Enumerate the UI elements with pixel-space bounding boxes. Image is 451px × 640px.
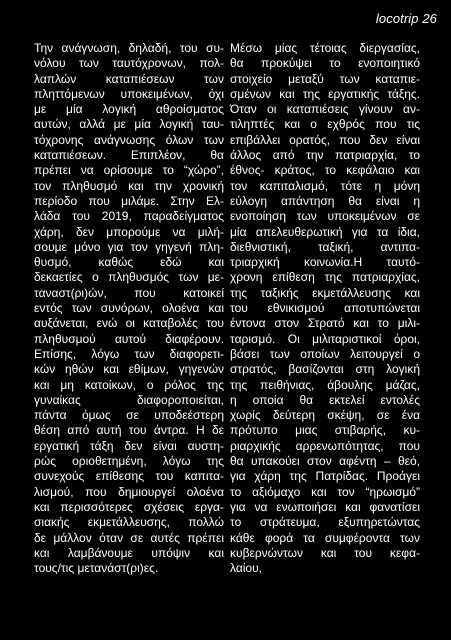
text-line: τριαρχική κοινωνία.Η ταυτό- — [230, 255, 420, 270]
text-line: εργατική τάξη δεν είναι αυστη- — [34, 438, 224, 453]
text-line: έντονα στον Στρατό και το μιλι- — [230, 316, 420, 331]
text-line: τόχρονης ανάγνωσης όλων των — [34, 132, 224, 147]
text-line: λαίου, — [230, 561, 262, 576]
text-line: τον καπιταλισμό, τότε η μόνη — [230, 178, 420, 193]
text-line: χωρίς δεύτερη σκέψη, σε ένα — [230, 408, 420, 423]
text-line: λαπλών καταπιέσεων των — [34, 71, 224, 86]
text-line: κυβερνώντων και του κεφα- — [230, 545, 420, 560]
text-line: διεθνιστική, ταξική, αντιπα- — [230, 239, 420, 254]
text-line: συνεχούς επίθεσης του καπιτα- — [34, 469, 224, 484]
text-line: θέση από αυτή του άντρα. Η δε — [34, 423, 224, 438]
text-line: καταπιέσεων. Επιπλέον, θα — [34, 148, 224, 163]
text-line: Την ανάγνωση, δηλαδή, του συ- — [34, 41, 224, 55]
text-line: περίοδο που μιλάμε. Στην Ελ- — [34, 193, 224, 208]
text-line: ριαρχικής αρρενωπότητας, που — [230, 438, 420, 453]
text-line: και λαμβάνουμε υπόψιν και — [34, 545, 224, 560]
text-line: τον πληθυσμό και την χρονική — [34, 178, 224, 193]
text-line: ταρισμό. Οι μιλιταριστικοί όροι, — [230, 331, 420, 346]
text-line: Επίσης, λόγω των διαφορετι- — [34, 346, 224, 361]
text-line: γυναίκας διαφοροποιείται, — [34, 392, 224, 407]
text-line: τιληπτές και ο εχθρός που τις — [230, 117, 420, 132]
text-line: άλλος από την πατριαρχία, το — [230, 148, 420, 163]
text-line: έθνος- κράτος, το κεφάλαιο και — [230, 163, 420, 178]
text-line: ταναστ(ρι)ών, που κατοικεί — [34, 285, 224, 300]
text-line: της ταξικής εκμετάλλευσης και — [230, 285, 420, 300]
text-line: δε μάλλον όταν σε αυτές πρέπει — [34, 530, 224, 545]
text-line: πληττόμενων υποκειμένων, όχι — [34, 86, 224, 101]
text-line: εντός των συνόρων, ολοένα και — [34, 301, 224, 316]
text-line: θυσμό, καθώς εδώ και — [34, 255, 224, 270]
text-line: χάρη, δεν μπορούμε να μιλή- — [34, 224, 224, 239]
text-line: ενοποίηση των υποκειμένων σε — [230, 209, 420, 224]
text-line: η οποία θα εκτελεί εντολές — [230, 392, 420, 407]
text-line: κάθε φορά τα συμφέροντα των — [230, 530, 420, 545]
text-line: και περισσότερες σχέσεις εργα- — [34, 499, 224, 514]
text-line: σουμε μόνο για τον γηγενή πλη- — [34, 239, 224, 254]
text-line: Μέσω μίας τέτοιας διεργασίας, — [230, 41, 420, 55]
text-line: εύλογη απάντηση θα είναι η — [230, 193, 420, 208]
text-column-left — [34, 41, 224, 576]
text-line: πληθυσμού αυτού διαφέρουν. — [34, 331, 224, 346]
text-line: του εθνικισμού αποτυπώνεται — [230, 301, 420, 316]
text-line: για χάρη της Πατρίδας. Προάγει — [230, 469, 420, 484]
text-line: στρατός, βασίζονται στη λογική — [230, 362, 420, 377]
text-line: τους/τις μετανάστ(ρι)ες. — [34, 561, 159, 576]
text-line: θα προκύψει το ενοποιητικό — [230, 56, 420, 71]
text-line: δεκαετίες ο πληθυσμός των με- — [34, 270, 224, 285]
text-line: το αξιόμαχο και τον “ηρωισμό” — [230, 484, 420, 499]
text-line: και μη κατοίκων, ο ρόλος της — [34, 377, 224, 392]
text-line: σμένων και της εργατικής τάξης. — [230, 86, 420, 101]
text-line: το στράτευμα, εξυπηρετώντας — [230, 515, 420, 530]
text-line: για να ενωποιήσει και φανατίσει — [230, 499, 420, 514]
text-line: ρώς οριοθετημένη, λόγω της — [34, 454, 224, 469]
text-line: νόλου των ταυτόχρονων, πολ- — [34, 56, 224, 71]
text-line: στοιχείο μεταξύ των καταπιε- — [230, 71, 420, 86]
text-line: πρέπει να ορίσουμε το “χώρο”, — [34, 163, 224, 178]
text-line: χρονη επίθεση της πατριαρχίας, — [230, 270, 420, 285]
page-header: locotrip 26 — [375, 11, 437, 26]
text-line: της πειθήνιας, άβουλης μάζας, — [230, 377, 420, 392]
text-line: λάδα του 2019, παραδείγματος — [34, 209, 224, 224]
text-line: πρότυπο μιας στιβαρής, κυ- — [230, 423, 420, 438]
text-line: επιβάλλει ορατός, που δεν είναι — [230, 132, 420, 147]
text-line: Όταν οι καταπιέσεις γίνουν αν- — [230, 102, 420, 117]
text-line: αυξάνεται, ενώ οι καταβολές του — [34, 316, 224, 331]
text-line: κών ηθών και εθίμων, γηγενών — [34, 362, 224, 377]
text-line: αυτών, αλλά με μία λογική ταυ- — [34, 117, 224, 132]
text-line: λισμού, που δημιουργεί ολοένα — [34, 484, 224, 499]
text-line: σιακής εκμετάλλευσης, πολλώ — [34, 515, 224, 530]
text-line: βάσει των οποίων λειτουργεί ο — [230, 346, 420, 361]
text-line: πάντα όμως σε υποδεέστερη — [34, 408, 224, 423]
text-column-right — [230, 41, 420, 576]
text-line: μία απελευθερωτική για τα ίδια, — [230, 224, 420, 239]
text-line: με μία λογική αθροίσματος — [34, 102, 224, 117]
text-line: θα υπακούει στον αφέντη – θεό, — [230, 454, 420, 469]
